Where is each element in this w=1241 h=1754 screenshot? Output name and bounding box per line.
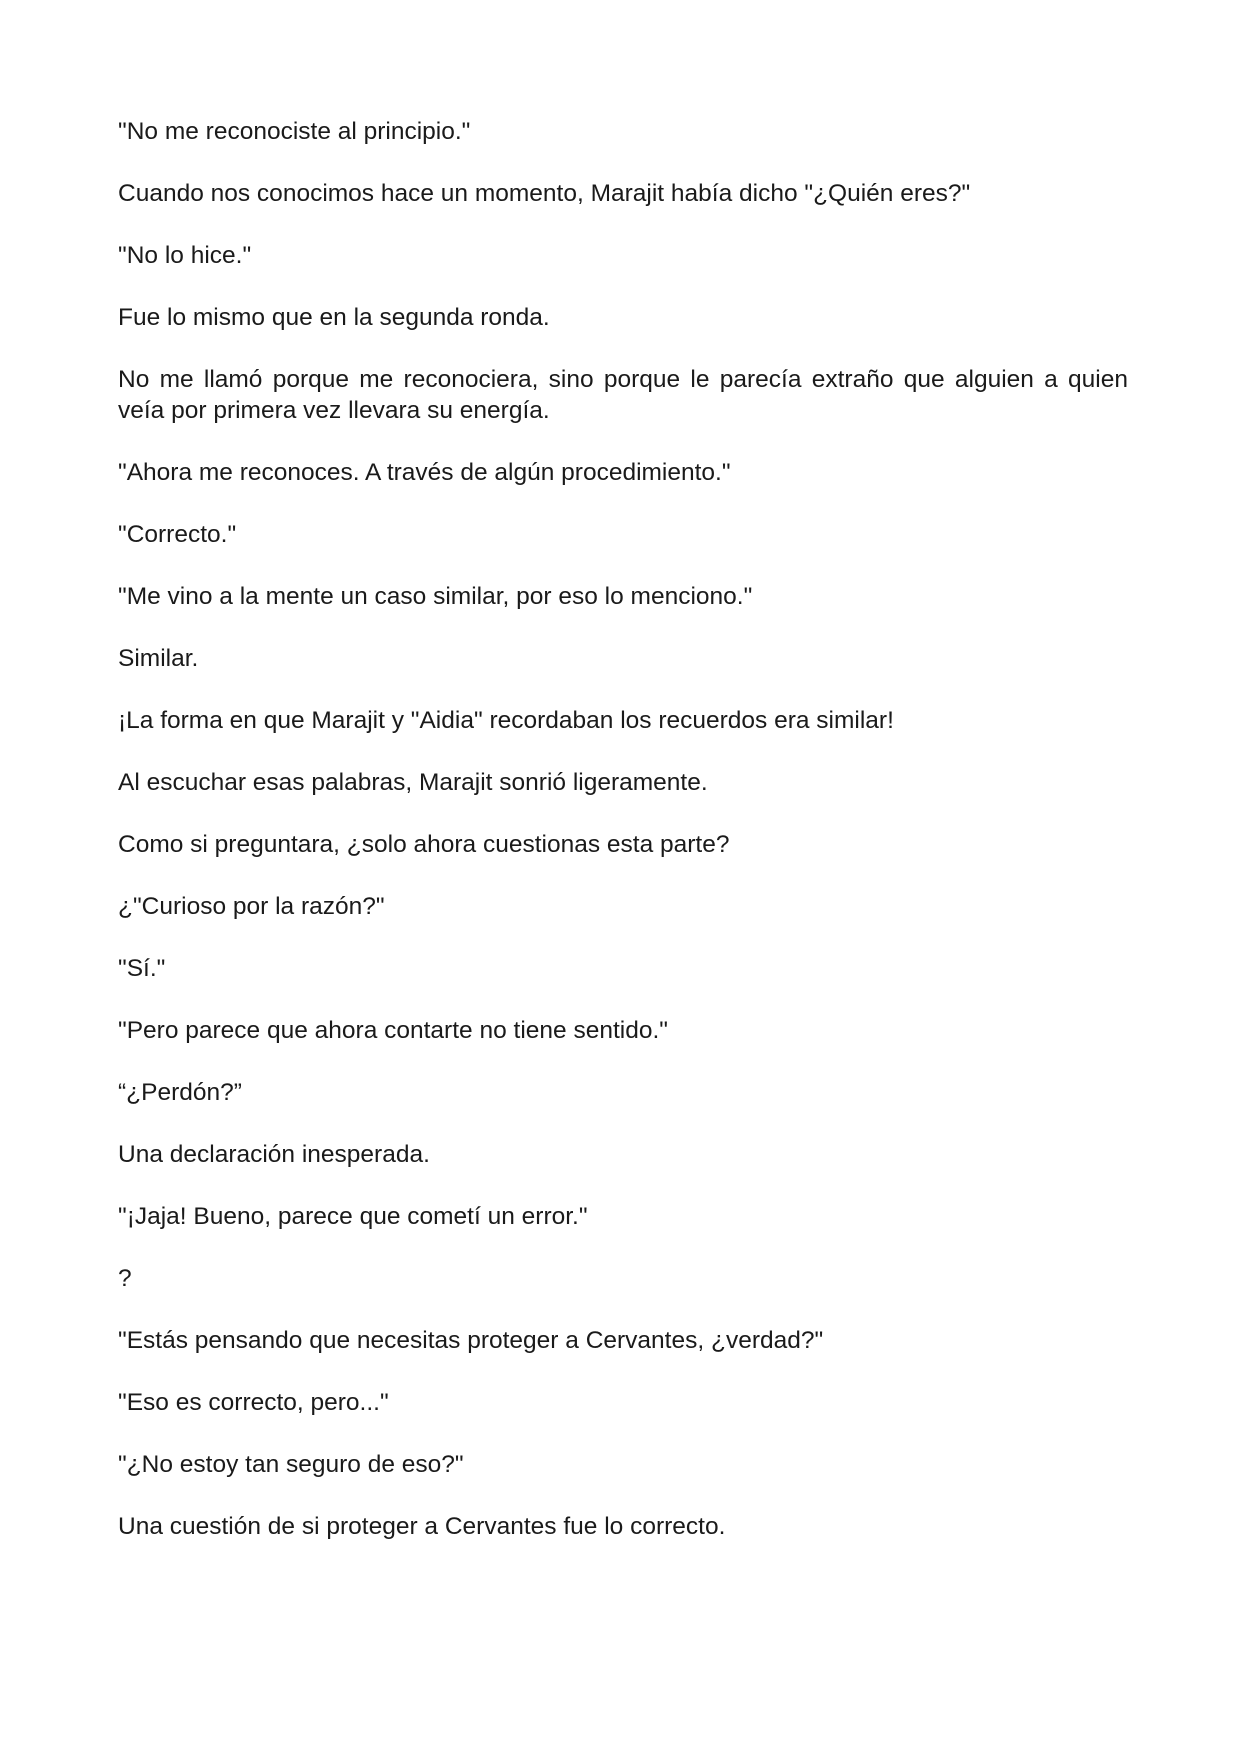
paragraph: Similar. xyxy=(118,645,199,672)
paragraph: "Pero parece que ahora contarte no tiene sentido." xyxy=(118,1017,668,1044)
paragraph: "Correcto." xyxy=(118,521,237,548)
paragraph: "No lo hice." xyxy=(118,242,252,269)
paragraph: ? xyxy=(118,1265,132,1292)
paragraph: "Eso es correcto, pero..." xyxy=(118,1389,389,1416)
paragraph: "Sí." xyxy=(118,955,166,982)
paragraph: “¿Perdón?” xyxy=(118,1079,242,1106)
paragraph: Fue lo mismo que en la segunda ronda. xyxy=(118,304,550,331)
paragraph: No me llamó porque me reconociera, sino porque le parecía extraño que alguien a quien veía por primera vez llevara su energía. xyxy=(118,366,1128,424)
paragraph: ¿"Curioso por la razón?" xyxy=(118,893,385,920)
paragraph: Cuando nos conocimos hace un momento, Marajit había dicho "¿Quién eres?" xyxy=(118,180,971,207)
paragraph: "Ahora me reconoces. A través de algún procedimiento." xyxy=(118,459,731,486)
paragraph: "Me vino a la mente un caso similar, por eso lo menciono." xyxy=(118,583,753,610)
document-body xyxy=(118,116,1128,1542)
paragraph: ¡La forma en que Marajit y "Aidia" recordaban los recuerdos era similar! xyxy=(118,707,894,734)
paragraph: "Estás pensando que necesitas proteger a Cervantes, ¿verdad?" xyxy=(118,1327,824,1354)
paragraph: "¿No estoy tan seguro de eso?" xyxy=(118,1451,464,1478)
paragraph: Una cuestión de si proteger a Cervantes fue lo correcto. xyxy=(118,1513,726,1540)
paragraph: Como si preguntara, ¿solo ahora cuestionas esta parte? xyxy=(118,831,730,858)
paragraph: "¡Jaja! Bueno, parece que cometí un error." xyxy=(118,1203,588,1230)
paragraph: Al escuchar esas palabras, Marajit sonrió ligeramente. xyxy=(118,769,708,796)
paragraph: "No me reconociste al principio." xyxy=(118,118,471,145)
paragraph: Una declaración inesperada. xyxy=(118,1141,430,1168)
